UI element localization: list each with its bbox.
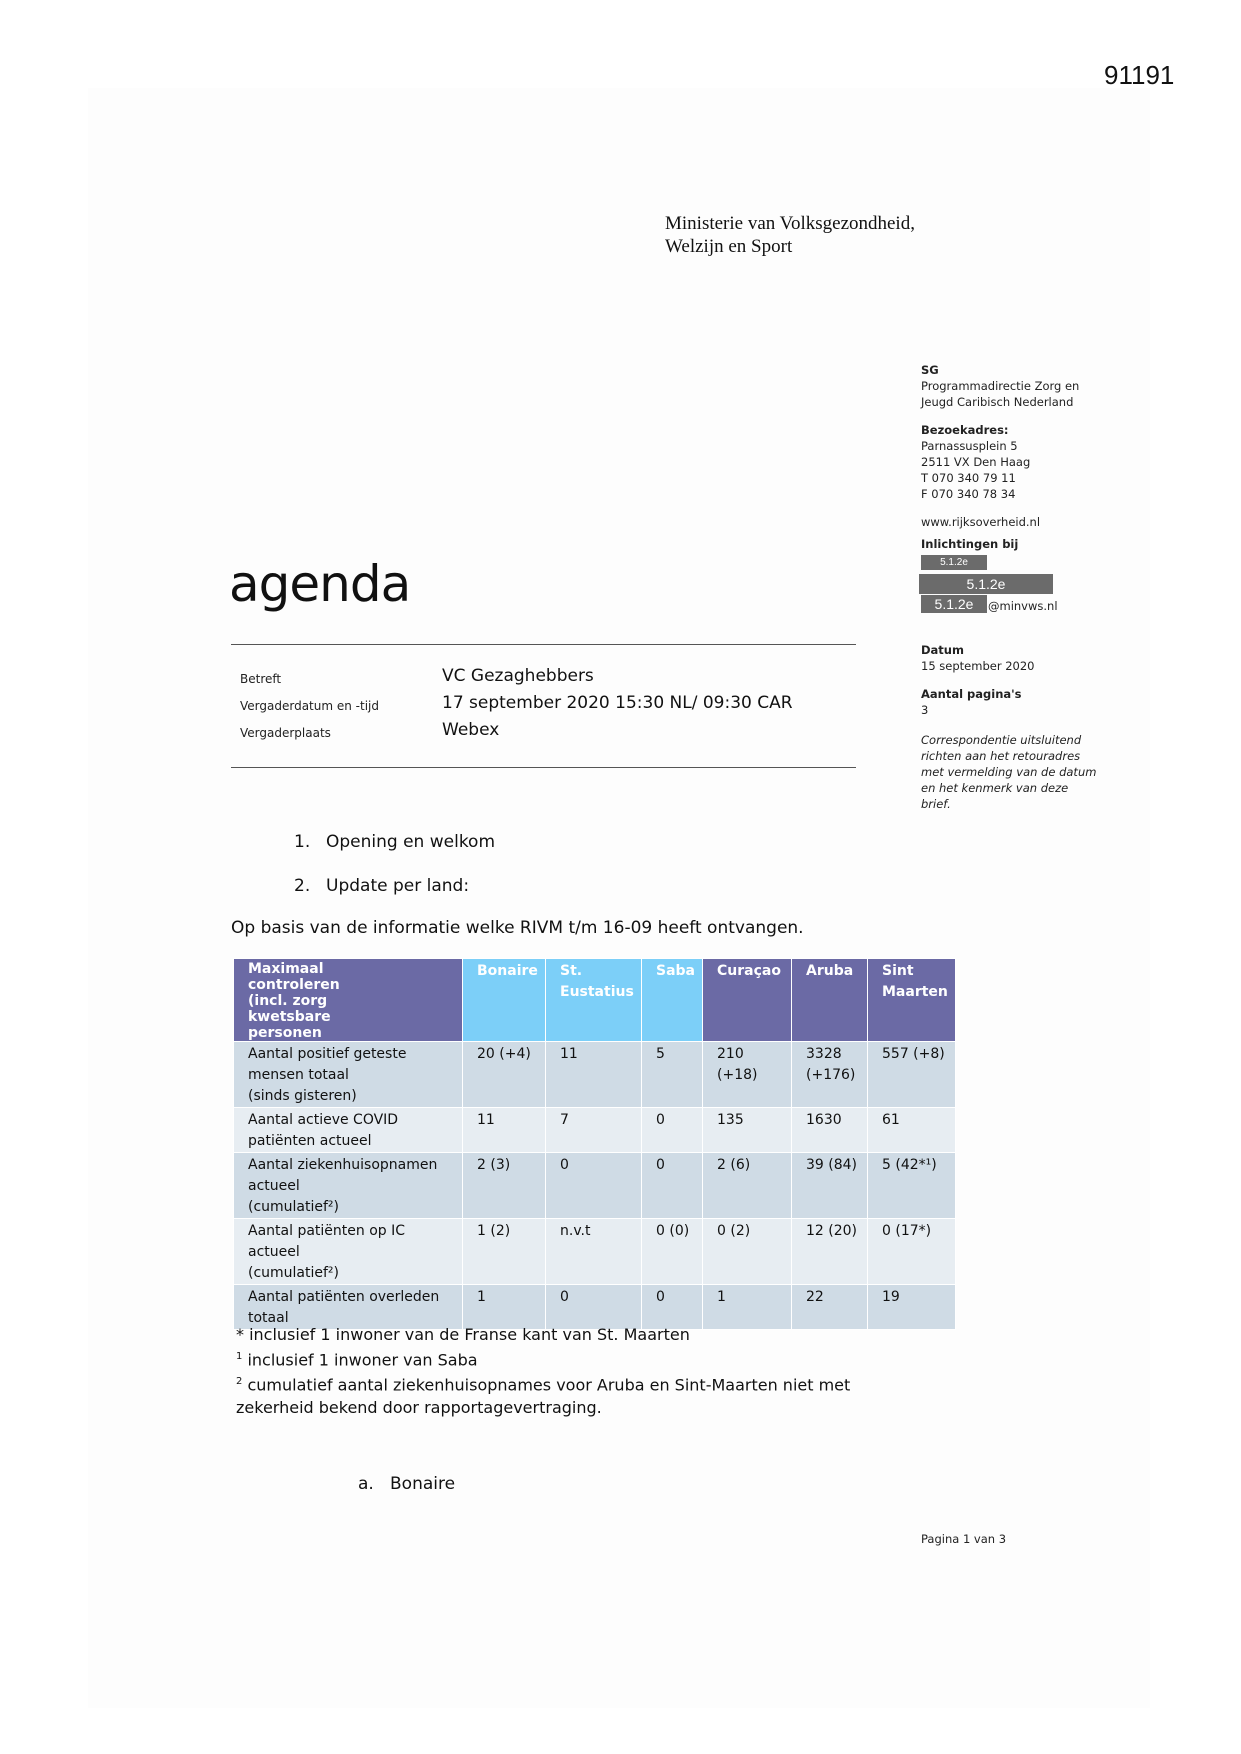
cell-value: 5 (42*¹): [882, 1157, 937, 1173]
org-line-2: Jeugd Caribisch Nederland: [921, 395, 1074, 409]
item-text: Opening en welkom: [326, 832, 496, 852]
cell-value: 22: [806, 1289, 824, 1305]
document-number: 91191: [1104, 60, 1175, 90]
ministry-line-1: Ministerie van Volksgezondheid,: [665, 213, 915, 234]
column-label: Eustatius: [560, 984, 634, 1000]
column-label: St.: [560, 963, 583, 979]
column-header: [463, 959, 546, 1042]
table-cell: [642, 1285, 703, 1330]
table-cell: [642, 1042, 703, 1108]
cell-value: 20 (+4): [477, 1046, 531, 1062]
redaction-mid: 5.1.2e: [919, 574, 1053, 594]
visit-street: Parnassusplein 5: [921, 439, 1018, 453]
table-cell: [703, 1153, 792, 1219]
ministry-line-2: Welzijn en Sport: [665, 236, 793, 257]
column-header: [703, 959, 792, 1042]
cell-value: 39 (84): [806, 1157, 858, 1173]
page-number: Pagina 1 van 3: [921, 1532, 1007, 1546]
corner-line: controleren: [248, 977, 340, 993]
note-line: Correspondentie uitsluitend: [921, 733, 1082, 747]
date-title: Datum: [921, 643, 964, 657]
org-code: SG: [921, 363, 939, 377]
cell-value: 0: [656, 1157, 665, 1173]
table-cell: [868, 1285, 956, 1330]
table-row: [234, 1219, 956, 1285]
value-location: Webex: [442, 720, 500, 740]
table-header-row: [234, 959, 956, 1042]
page-title: agenda: [229, 555, 411, 613]
website: www.rijksoverheid.nl: [921, 515, 1041, 529]
table-row: [234, 1108, 956, 1153]
agenda-item-2: [294, 876, 469, 896]
row-label-line: totaal: [248, 1310, 289, 1326]
cell-value: (+176): [806, 1067, 856, 1083]
table-cell: [792, 1108, 868, 1153]
table-cell: [546, 1219, 642, 1285]
table-cell: [792, 1219, 868, 1285]
table-cell: [463, 1153, 546, 1219]
intro-text: Op basis van de informatie welke RIVM t/m 16-09 heeft ontvangen.: [231, 918, 804, 938]
redaction-small: 5.1.2e: [921, 555, 987, 570]
cell-value: 11: [477, 1112, 495, 1128]
corner-line: Maximaal: [248, 961, 324, 977]
footnote-2: [236, 1371, 850, 1396]
footnotes: [236, 1324, 850, 1419]
sidebar-date-info: [921, 642, 1131, 812]
cell-value: 61: [882, 1112, 900, 1128]
agenda-subitem-a: [358, 1474, 455, 1494]
corner-header: [234, 959, 463, 1042]
cell-value: 210: [717, 1046, 744, 1062]
divider-top: [231, 644, 856, 645]
org-block: [921, 362, 1131, 410]
table-cell: [463, 1285, 546, 1330]
row-label-line: Aantal patiënten overleden: [248, 1289, 440, 1305]
value-datetime: 17 september 2020 15:30 NL/ 09:30 CAR: [442, 693, 793, 713]
note-line: richten aan het retouradres: [921, 749, 1081, 763]
column-label: Bonaire: [477, 963, 538, 979]
cell-value: 11: [560, 1046, 578, 1062]
row-label: [234, 1153, 463, 1219]
table-row: [234, 1153, 956, 1219]
cell-value: 0: [656, 1289, 665, 1305]
table-cell: [642, 1153, 703, 1219]
item-number: a.: [358, 1474, 374, 1494]
table-cell: [868, 1219, 956, 1285]
table-cell: [868, 1153, 956, 1219]
cell-value: 0: [656, 1112, 665, 1128]
cell-value: 2 (3): [477, 1157, 511, 1173]
footnote-mark: 1: [236, 1351, 243, 1362]
table-cell: [546, 1153, 642, 1219]
column-header: [792, 959, 868, 1042]
footnote-2-continued: zekerheid bekend door rapportagevertraging.: [236, 1397, 602, 1417]
row-label-line: actueel: [248, 1178, 300, 1194]
row-label-line: mensen totaal: [248, 1067, 349, 1083]
date-value: 15 september 2020: [921, 659, 1035, 673]
org-line-1: Programmadirectie Zorg en: [921, 379, 1080, 393]
row-label-line: Aantal positief geteste: [248, 1046, 407, 1062]
column-label: Aruba: [806, 963, 854, 979]
cell-value: (+18): [717, 1067, 758, 1083]
table-cell: [868, 1108, 956, 1153]
document-page: [88, 88, 1150, 1708]
row-label: [234, 1108, 463, 1153]
visit-block: [921, 422, 1131, 502]
cell-value: 0: [560, 1157, 569, 1173]
corner-line: kwetsbare: [248, 1009, 331, 1025]
column-header: [546, 959, 642, 1042]
footnote-text: cumulatief aantal ziekenhuisopnames voor Aruba en Sint-Maarten niet met: [242, 1375, 851, 1395]
column-label: Sint: [882, 963, 914, 979]
table-cell: [463, 1219, 546, 1285]
footnote-mark: 2: [236, 1376, 243, 1388]
cell-value: 1: [717, 1289, 726, 1305]
sidebar-info: [921, 362, 1131, 552]
cell-value: 7: [560, 1112, 569, 1128]
row-label-line: (cumulatief²): [248, 1199, 340, 1215]
row-label-line: Aantal ziekenhuisopnamen: [248, 1157, 438, 1173]
cell-value: 19: [882, 1289, 900, 1305]
item-text: Update per land:: [326, 876, 470, 896]
cell-value: 0 (17*): [882, 1223, 932, 1239]
phone: T 070 340 79 11: [921, 471, 1016, 485]
meta-values: [442, 663, 793, 744]
table-cell: [546, 1108, 642, 1153]
date-block: [921, 642, 1131, 674]
label-subject: Betreft: [240, 672, 282, 686]
table-cell: [792, 1285, 868, 1330]
cell-value: 2 (6): [717, 1157, 751, 1173]
table-cell: [546, 1285, 642, 1330]
visit-title: Bezoekadres:: [921, 423, 1009, 437]
cell-value: 12 (20): [806, 1223, 858, 1239]
corner-line: personen: [248, 1025, 322, 1041]
note-line: met vermelding van de datum: [921, 765, 1097, 779]
item-text: Bonaire: [390, 1474, 456, 1494]
cell-value: 1: [477, 1289, 486, 1305]
table-cell: [703, 1042, 792, 1108]
footnote-star: * inclusief 1 inwoner van de Franse kant van St. Maarten: [236, 1325, 690, 1344]
row-label-line: actueel: [248, 1244, 300, 1260]
cell-value: 3328: [806, 1046, 842, 1062]
note-line: brief.: [921, 797, 951, 811]
ministry-logo-text: [665, 212, 915, 258]
table-cell: [703, 1219, 792, 1285]
agenda-item-1: [294, 832, 495, 852]
column-label: Saba: [656, 963, 695, 979]
table-cell: [642, 1219, 703, 1285]
divider-bottom: [231, 767, 856, 768]
cell-value: 0: [560, 1289, 569, 1305]
table-cell: [463, 1042, 546, 1108]
column-header: [642, 959, 703, 1042]
table-row: [234, 1042, 956, 1108]
cell-value: 1630: [806, 1112, 842, 1128]
corner-line: (incl. zorg: [248, 993, 328, 1009]
table-cell: [546, 1042, 642, 1108]
country-stats-table: [233, 958, 956, 1330]
meta-labels: [240, 666, 379, 747]
visit-city: 2511 VX Den Haag: [921, 455, 1031, 469]
label-location: Vergaderplaats: [240, 726, 331, 740]
cell-value: 557 (+8): [882, 1046, 945, 1062]
row-label: [234, 1219, 463, 1285]
item-number: 1.: [294, 832, 311, 852]
row-label: [234, 1042, 463, 1108]
footnote-text: inclusief 1 inwoner van Saba: [242, 1350, 478, 1370]
footnote-1: [236, 1346, 850, 1371]
table-cell: [642, 1108, 703, 1153]
table-cell: [463, 1108, 546, 1153]
table-cell: [792, 1042, 868, 1108]
column-label: Curaçao: [717, 963, 781, 979]
pages-value: 3: [921, 703, 929, 717]
table-row: [234, 1285, 956, 1330]
info-title: Inlichtingen bij: [921, 537, 1019, 551]
row-label-line: Aantal patiënten op IC: [248, 1223, 406, 1239]
table-cell: [868, 1042, 956, 1108]
table-cell: [703, 1285, 792, 1330]
cell-value: 135: [717, 1112, 744, 1128]
column-header: [868, 959, 956, 1042]
table-cell: [703, 1108, 792, 1153]
cell-value: n.v.t: [560, 1223, 591, 1239]
row-label-line: Aantal actieve COVID: [248, 1112, 399, 1128]
value-subject: VC Gezaghebbers: [442, 666, 594, 686]
correspondence-note: [921, 730, 1131, 812]
row-label-line: (sinds gisteren): [248, 1088, 357, 1104]
row-label-line: patiënten actueel: [248, 1133, 372, 1149]
cell-value: 5: [656, 1046, 665, 1062]
column-label: Maarten: [882, 984, 948, 1000]
pages-block: [921, 686, 1131, 718]
fax: F 070 340 78 34: [921, 487, 1016, 501]
email-suffix: @minvws.nl: [988, 599, 1058, 613]
cell-value: 0 (2): [717, 1223, 751, 1239]
cell-value: 1 (2): [477, 1223, 511, 1239]
label-datetime: Vergaderdatum en -tijd: [240, 699, 379, 713]
table-body: [234, 1042, 956, 1330]
row-label-line: (cumulatief²): [248, 1265, 340, 1281]
pages-title: Aantal pagina's: [921, 687, 1022, 701]
note-line: en het kenmerk van deze: [921, 781, 1069, 795]
table-cell: [792, 1153, 868, 1219]
item-number: 2.: [294, 876, 311, 896]
row-label: [234, 1285, 463, 1330]
cell-value: 0 (0): [656, 1223, 690, 1239]
redaction-email: 5.1.2e: [921, 595, 987, 613]
